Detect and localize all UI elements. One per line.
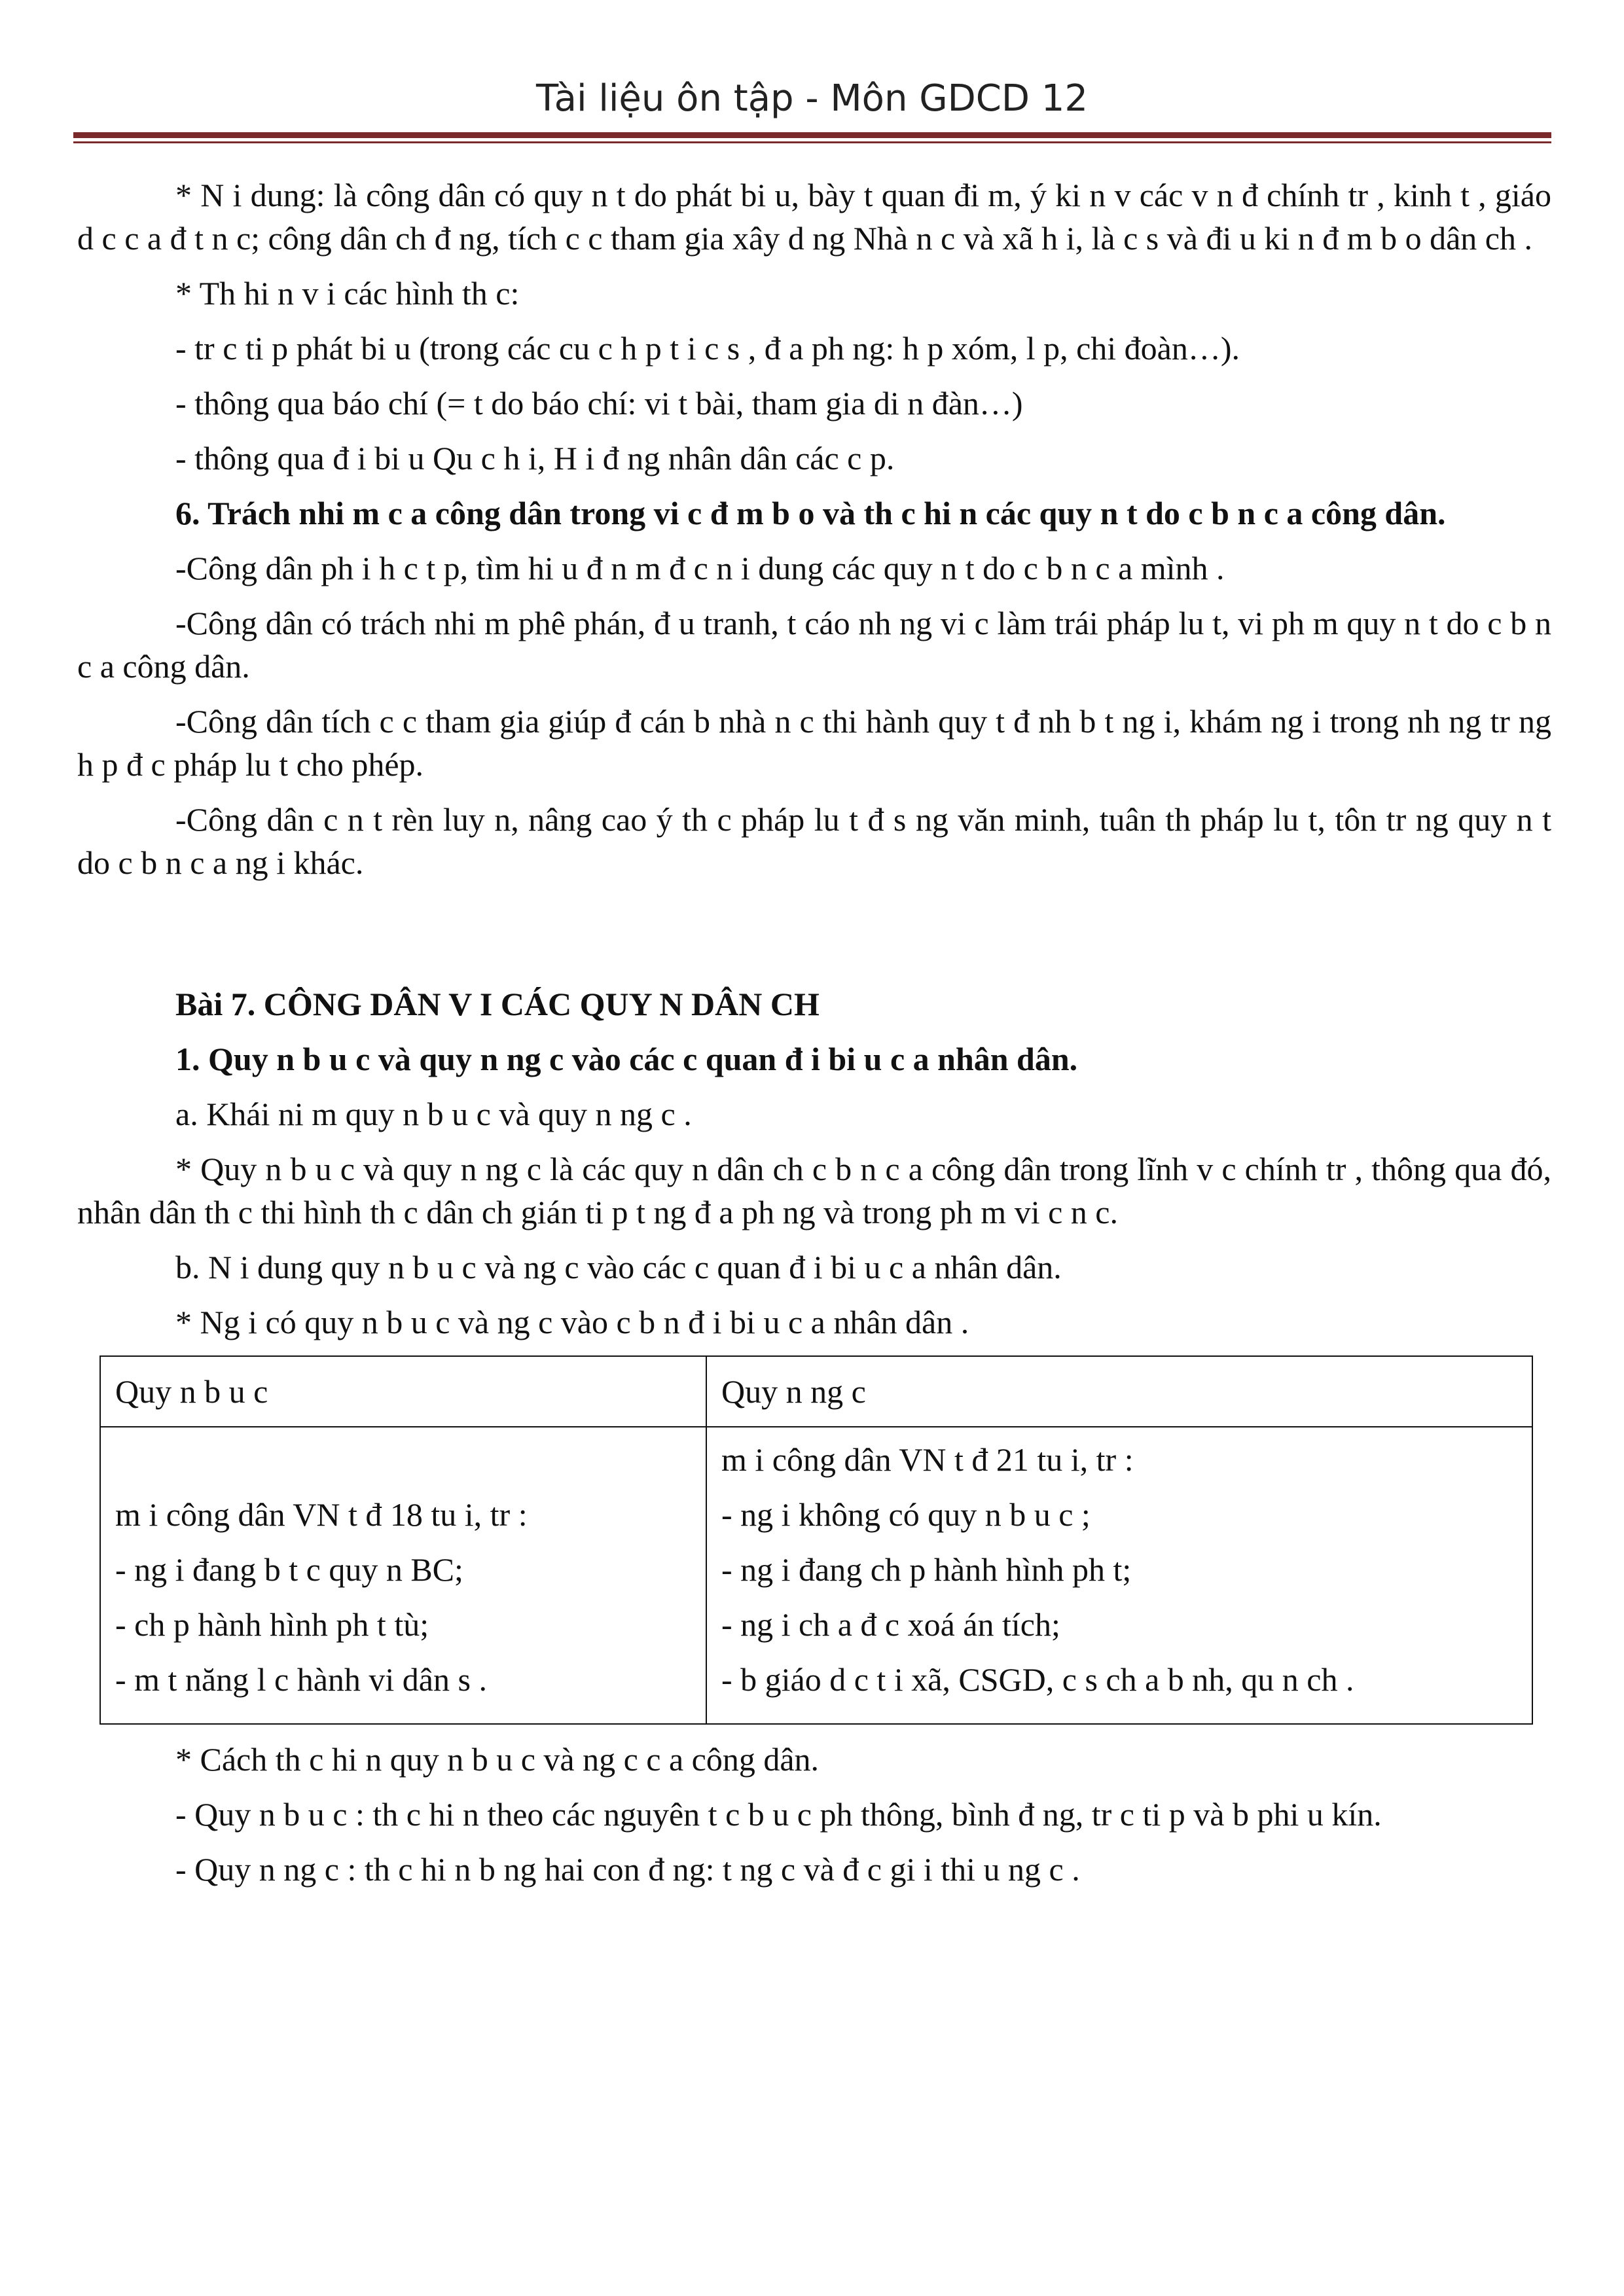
lesson-7-subheading: 1. Quy n b u c và quy n ng c vào các c quan đ i bi u c a nhân dân.	[175, 1041, 1078, 1077]
lesson-7-part-a: a. Khái ni m quy n b u c và quy n ng c .	[175, 1096, 692, 1132]
section-6-item: -Công dân có trách nhi m phê phán, đ u tranh, t cáo nh ng vi c làm trái pháp lu t, vi ph m quy n t do c b n c a công dân.	[77, 605, 1551, 685]
paragraph-form-press: - thông qua báo chí (= t do báo chí: vi t bài, tham gia di n đàn…)	[175, 385, 1023, 422]
table-cell-line: - ng i đang ch p hành hình ph t;	[721, 1551, 1132, 1588]
table-cell-line: m i công dân VN t đ 18 tu i, tr :	[115, 1496, 528, 1533]
table-cell-line: - ng i đang b t c quy n BC;	[115, 1551, 463, 1588]
table-header-candidacy: Quy n ng c	[706, 1356, 1532, 1427]
paragraph-vote-right: - Quy n b u c : th c hi n theo các nguyên t c b u c ph thông, bình đ ng, tr c ti p và b phi u kín.	[175, 1796, 1382, 1833]
table-cell-line: - m t năng l c hành vi dân s .	[115, 1661, 487, 1698]
paragraph-form-representatives: - thông qua đ i bi u Qu c h i, H i đ ng nhân dân các c p.	[175, 440, 895, 476]
paragraph-forms-intro: * Th hi n v i các hình th c:	[175, 275, 520, 312]
lesson-7-definition: * Quy n b u c và quy n ng c là các quy n dân ch c b n c a công dân trong lĩnh v c chính tr , thông qua đó, nhân dân th c thi hình th c dân ch gián ti p t ng đ a ph ng và trong ph m vi c n c.	[77, 1151, 1551, 1230]
table-row	[100, 1427, 1532, 1724]
table-cell-line: m i công dân VN t đ 21 tu i, tr :	[721, 1441, 1134, 1478]
section-6-item: -Công dân ph i h c t p, tìm hi u đ n m đ c n i dung các quy n t do c b n c a mình .	[175, 550, 1225, 586]
table-cell-line: - ng i ch a đ c xoá án tích;	[721, 1606, 1060, 1643]
lesson-7-title: Bài 7. CÔNG DÂN V I CÁC QUY N DÂN CH	[175, 986, 820, 1022]
paragraph-content: * N i dung: là công dân có quy n t do phát bi u, bày t quan đi m, ý ki n v các v n đ chính tr , kinh t , giáo d c c a đ t n c; công dân ch đ ng, tích c c tham gia xây d ng Nhà n c và xã h i, là c s và đi u ki n đ m b o dân ch .	[77, 177, 1551, 257]
table-header-vote: Quy n b u c	[100, 1356, 706, 1427]
rights-table	[99, 1355, 1533, 1725]
document-body	[77, 173, 1551, 1903]
paragraph-candidacy-right: - Quy n ng c : th c hi n b ng hai con đ ng: t ng c và đ c gi i thi u ng c .	[175, 1851, 1080, 1888]
table-cell-line: - ch p hành hình ph t tù;	[115, 1606, 429, 1643]
lesson-7-part-b: b. N i dung quy n b u c và ng c vào các c quan đ i bi u c a nhân dân.	[175, 1249, 1062, 1285]
table-cell-line: - b giáo d c t i xã, CSGD, c s ch a b nh, qu n ch .	[721, 1661, 1354, 1698]
table-cell-line: - ng i không có quy n b u c ;	[721, 1496, 1091, 1533]
header-rule-thick	[73, 132, 1551, 138]
header-rule-thin	[73, 141, 1551, 143]
lesson-7-who-has: * Ng i có quy n b u c và ng c vào c b n đ i bi u c a nhân dân .	[175, 1304, 969, 1340]
page-header-title: Tài liệu ôn tập - Môn GDCD 12	[535, 77, 1089, 120]
section-6-item: -Công dân c n t rèn luy n, nâng cao ý th c pháp lu t đ s ng văn minh, tuân th pháp lu t, tôn tr ng quy n t do c b n c a ng i khác.	[77, 801, 1551, 881]
table-cell-vote	[100, 1427, 706, 1724]
section-6-heading: 6. Trách nhi m c a công dân trong vi c đ m b o và th c hi n các quy n t do c b n c a công dân.	[175, 495, 1446, 531]
paragraph-form-direct: - tr c ti p phát bi u (trong các cu c h p t i c s , đ a ph ng: h p xóm, l p, chi đoàn…).	[175, 330, 1240, 367]
table-cell-candidacy	[706, 1427, 1532, 1724]
section-spacer	[77, 896, 1551, 982]
section-6-item: -Công dân tích c c tham gia giúp đ cán b nhà n c thi hành quy t đ nh b t ng i, khám ng i trong nh ng tr ng h p đ c pháp lu t cho phép.	[77, 703, 1551, 783]
paragraph-how-to: * Cách th c hi n quy n b u c và ng c c a công dân.	[175, 1741, 820, 1778]
table-header-row	[100, 1356, 1532, 1427]
